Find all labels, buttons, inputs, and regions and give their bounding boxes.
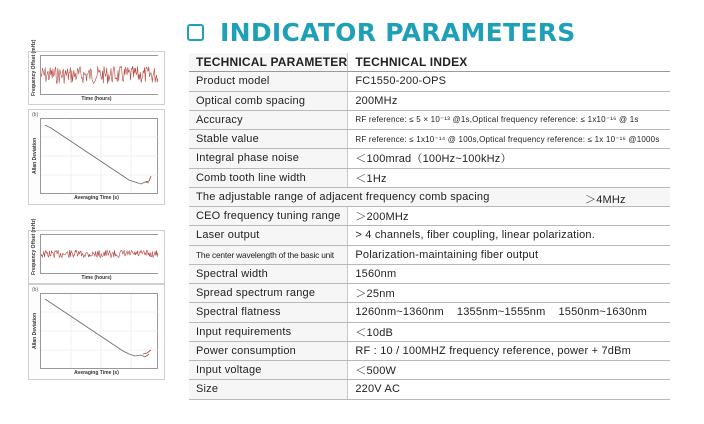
top-time-series-plot	[28, 39, 165, 105]
value-cell: ＞25nm	[348, 284, 670, 303]
table-row	[189, 322, 670, 341]
param-cell: The center wavelength of the basic unit	[189, 245, 348, 264]
table-row	[189, 149, 670, 168]
table-row	[189, 303, 670, 322]
param-cell: CEO frequency tuning range	[189, 207, 348, 226]
table-row	[189, 284, 670, 303]
param-cell: Comb tooth line width	[189, 168, 348, 187]
column-header-index: TECHNICAL INDEX	[348, 53, 670, 72]
value-cell: RF : 10 / 100MHZ frequency reference, power + 7dBm	[348, 341, 670, 360]
table-row	[189, 110, 670, 129]
value-cell: ＜10dB	[348, 322, 670, 341]
value-cell: ＞200MHz	[348, 207, 670, 226]
plot-xlabel: Time (hours)	[81, 275, 112, 281]
allan-curve	[41, 294, 158, 368]
table-row	[189, 168, 670, 187]
plot-ylabel: Frequency Offset (mHz)	[31, 39, 37, 96]
value-cell: Polarization-maintaining fiber output	[348, 245, 670, 264]
param-cell: Product model	[189, 72, 348, 91]
allan-curve	[41, 119, 158, 193]
value-cell: > 4 channels, fiber coupling, linear polarization.	[348, 226, 670, 245]
table-row	[189, 72, 670, 91]
table-row	[189, 361, 670, 380]
param-cell: Power consumption	[189, 341, 348, 360]
param-cell: Input requirements	[189, 322, 348, 341]
bottom-time-series-plot	[28, 218, 165, 284]
plot-ylabel: Frequency Offset (mHz)	[31, 218, 37, 275]
section-header	[187, 14, 576, 50]
table-row	[189, 207, 670, 226]
param-text: The adjustable range of adjacent frequency comb spacing	[196, 190, 490, 203]
param-cell: Spectral width	[189, 264, 348, 283]
checkbox-square-icon	[187, 24, 204, 41]
param-cell: Size	[189, 380, 348, 399]
plot-xlabel: Averaging Time (s)	[74, 195, 119, 201]
plot-ylabel: Allan Deviation	[32, 312, 38, 349]
plot-tag: (b)	[32, 287, 39, 293]
param-cell: Stable value	[189, 130, 348, 149]
param-cell: Input voltage	[189, 361, 348, 380]
noise-trace	[41, 235, 158, 273]
column-header-parameter: TECHNICAL PARAMETER	[189, 53, 348, 72]
value-cell: ＜1Hz	[348, 168, 670, 187]
param-cell: Spread spectrum range	[189, 284, 348, 303]
plot-tag: (b)	[32, 112, 39, 118]
table-row	[189, 226, 670, 245]
value-cell: FC1550-200-OPS	[348, 72, 670, 91]
table-row-merged	[189, 187, 670, 206]
param-cell: Accuracy	[189, 110, 348, 129]
table-row	[189, 130, 670, 149]
table-header-row	[189, 53, 670, 72]
param-cell: Laser output	[189, 226, 348, 245]
noise-trace	[41, 56, 158, 94]
plot-xlabel: Time (hours)	[81, 96, 112, 102]
table-row	[189, 264, 670, 283]
value-cell: 200MHz	[348, 91, 670, 110]
value-cell: RF reference: ≤ 5 × 10⁻¹³ @1s,Optical frequency reference: ≤ 1x10⁻¹⁶ @ 1s	[348, 110, 670, 129]
plot-ylabel: Allan Deviation	[32, 137, 38, 174]
table-row	[189, 91, 670, 110]
param-cell: Spectral flatness	[189, 303, 348, 322]
value-cell: ＜100mrad（100Hz~100kHz）	[348, 149, 670, 168]
parameters-table	[189, 53, 670, 400]
value-cell: ＜500W	[348, 361, 670, 380]
value-cell: 1260nm~1360nm 1355nm~1555nm 1550nm~1630nm	[348, 303, 670, 322]
param-cell: Optical comb spacing	[189, 91, 348, 110]
table-row	[189, 245, 670, 264]
plot-xlabel: Averaging Time (s)	[74, 370, 119, 376]
table-row	[189, 380, 670, 399]
section-title: INDICATOR PARAMETERS	[220, 17, 576, 47]
value-text: ＞4MHz	[585, 193, 626, 206]
param-cell: Integral phase noise	[189, 149, 348, 168]
value-cell: RF reference: ≤ 1x10⁻¹⁴ @ 100s,Optical frequency reference: ≤ 1x 10⁻¹⁶ @1000s	[348, 130, 670, 149]
value-cell: 1560nm	[348, 264, 670, 283]
value-cell: 220V AC	[348, 380, 670, 399]
table-row	[189, 341, 670, 360]
merged-cell	[189, 187, 670, 206]
bottom-allan-deviation-plot	[28, 284, 165, 380]
top-allan-deviation-plot	[28, 109, 165, 205]
